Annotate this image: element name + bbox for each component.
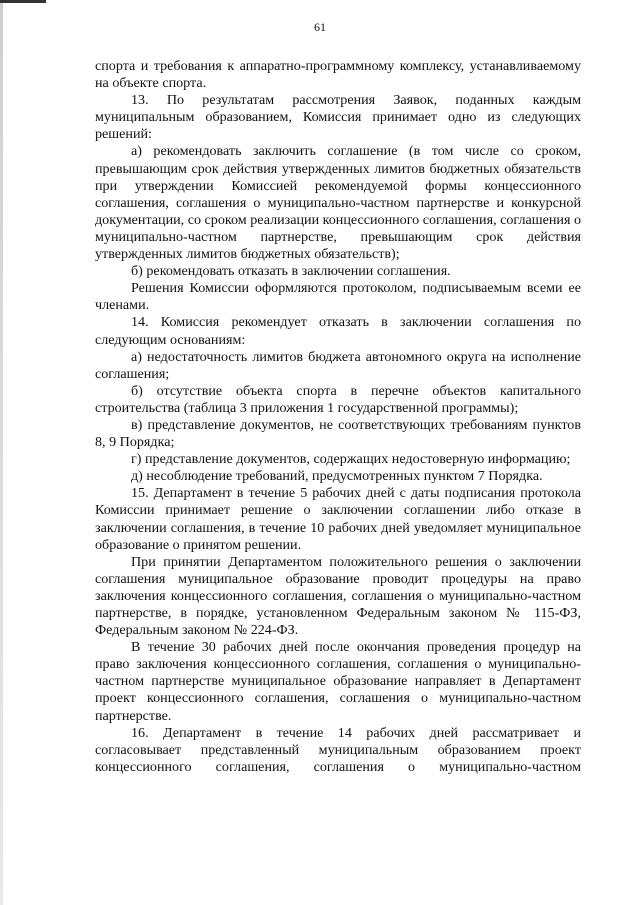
paragraph: В течение 30 рабочих дней после окончания проведения процедур на право заключения концессионного соглашения, соглашения о муниципально-частном партнерстве муниципальное образование направляет в Департамент проект концессионного соглашения, соглашения о муниципально-частном партнерстве. [95,639,581,724]
paragraph: 14. Комиссия рекомендует отказать в заключении соглашения по следующим основаниям: [95,314,581,348]
paragraph: При принятии Департаментом положительного решения о заключении соглашения муниципальное образование проводит процедуры на право заключения концессионного соглашения, соглашения о муниципально-частном партнерстве, в порядке, установленном Федеральным законом № 115-ФЗ, Федеральным законом № 224-ФЗ. [95,553,581,639]
paragraph: спорта и требования к аппаратно-программному комплексу, устанавливаемому на объекте спорта. [95,58,581,92]
paragraph: б) отсутствие объекта спорта в перечне объектов капитального строительства (таблица 3 приложения 1 государственной программы); [95,382,581,416]
corner-mark [0,0,46,3]
paragraph: 16. Департамент в течение 14 рабочих дней рассматривает и согласовывает представленный муниципальным образованием проект концессионного соглашения, соглашения о муниципально-частном [95,724,581,775]
paragraph: Решения Комиссии оформляются протоколом, подписываемым всеми ее членами. [95,280,581,314]
document-body [95,58,581,776]
paragraph: д) несоблюдение требований, предусмотренных пунктом 7 Порядка. [131,468,543,485]
paragraph: 13. По результатам рассмотрения Заявок, поданных каждым муниципальным образованием, Комиссия принимает одно из следующих решений: [95,92,581,143]
page-number: 61 [314,20,326,34]
paragraph: б) рекомендовать отказать в заключении соглашения. [131,263,451,280]
paragraph: а) недостаточность лимитов бюджета автономного округа на исполнение соглашения; [95,348,581,382]
paragraph: в) представление документов, не соответствующих требованиям пунктов 8, 9 Порядка; [95,416,581,451]
scan-edge [0,0,3,905]
paragraph: а) рекомендовать заключить соглашение (в том числе со сроком, превышающим срок действия утвержденных лимитов бюджетных обязательств при утверждении Комиссией рекомендуемой формы концессионного соглашения, соглашения о муниципально-частном партнерстве и конкурсной документации, со сроком реализации концессионного соглашения, соглашения о муниципально-частном партнерстве, превышающим срок действия утвержденных лимитов бюджетных обязательств); [95,143,582,263]
paragraph: г) представление документов, содержащих недостоверную информацию; [131,451,571,468]
paragraph: 15. Департамент в течение 5 рабочих дней с даты подписания протокола Комиссии принимает решение о заключении соглашении либо отказе в заключении соглашения, в течение 10 рабочих дней уведомляет муниципальное образование о принятом решении. [95,485,581,553]
